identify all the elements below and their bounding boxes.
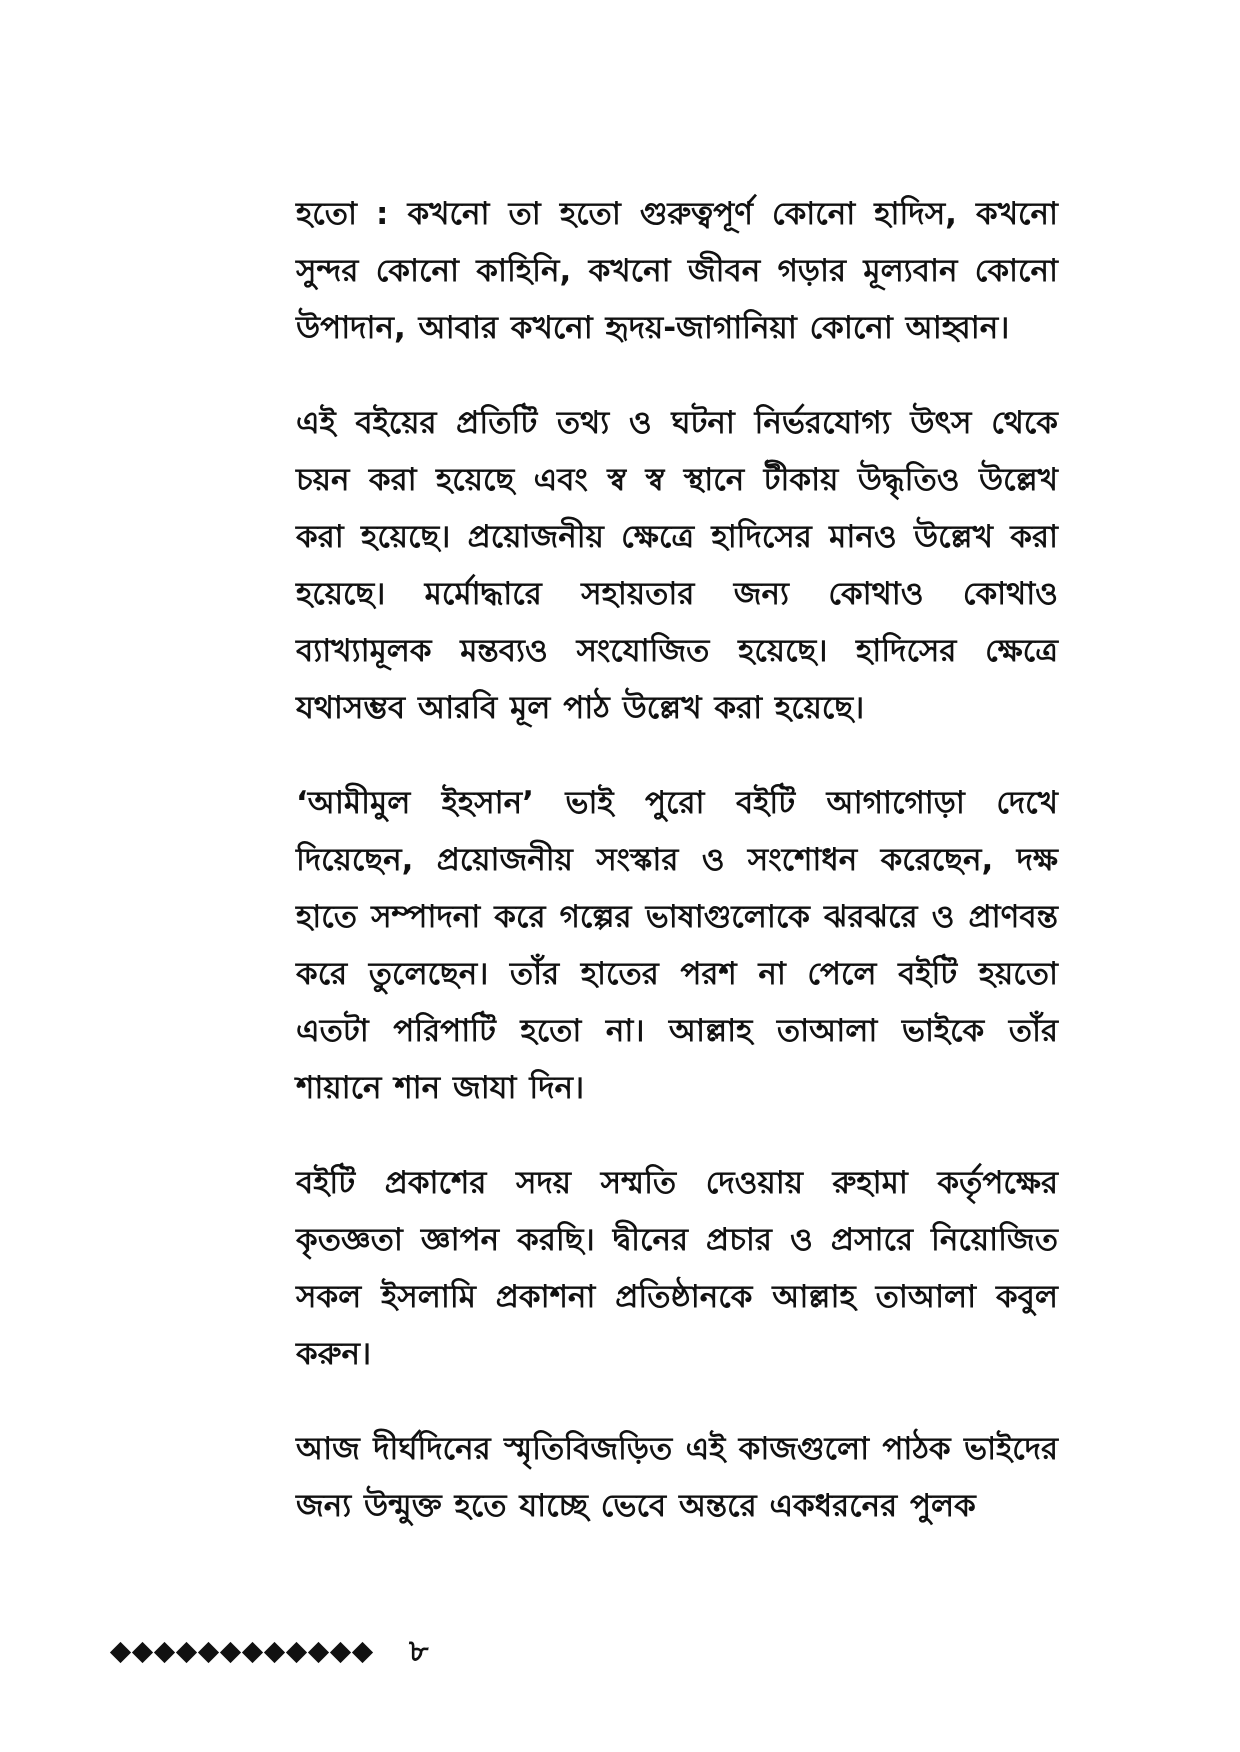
diamond-icon: [110, 1641, 131, 1662]
paragraph-4: বইটি প্রকাশের সদয় সম্মতি দেওয়ায় রুহামা কর্তৃপক্ষের কৃতজ্ঞতা জ্ঞাপন করছি। দ্বীনের প্রচার ও প্রসারে নিয়োজিত সকল ইসলামি প্রকাশনা প্রতিষ্ঠানকে আল্লাহ তাআলা কবুল করুন।: [296, 1165, 1058, 1372]
diamond-row-icon: [110, 1645, 373, 1660]
diamond-icon: [286, 1641, 307, 1662]
paragraph-1: হতো : কখনো তা হতো গুরুত্বপূর্ণ কোনো হাদিস, কখনো সুন্দর কোনো কাহিনি, কখনো জীবন গড়ার মূল্যবান কোনো উপাদান, আবার কখনো হৃদয়-জাগানিয়া কোনো আহ্বান।: [296, 196, 1058, 346]
diamond-icon: [220, 1641, 241, 1662]
diamond-icon: [198, 1641, 219, 1662]
page-number: ৮: [409, 1634, 429, 1669]
paragraph-2: এই বইয়ের প্রতিটি তথ্য ও ঘটনা নির্ভরযোগ্য উৎস থেকে চয়ন করা হয়েছে এবং স্ব স্ব স্থানে টীকায় উদ্ধৃতিও উল্লেখ করা হয়েছে। প্রয়োজনীয় ক্ষেত্রে হাদিসের মানও উল্লেখ করা হয়েছে। মর্মোদ্ধারে সহায়তার জন্য কোথাও কোথাও ব্যাখ্যামূলক মন্তব্যও সংযোজিত হয়েছে। হাদিসের ক্ষেত্রে যথাসম্ভব আরবি মূল পাঠ উল্লেখ করা হয়েছে।: [296, 405, 1058, 726]
diamond-icon: [132, 1641, 153, 1662]
page-footer: [110, 1634, 429, 1669]
diamond-icon: [264, 1641, 285, 1662]
paragraph-5: আজ দীর্ঘদিনের স্মৃতিবিজড়িত এই কাজগুলো পাঠক ভাইদের জন্য উন্মুক্ত হতে যাচ্ছে ভেবে অন্তরে একধরনের পুলক: [296, 1431, 1058, 1524]
diamond-icon: [352, 1641, 373, 1662]
diamond-icon: [308, 1641, 329, 1662]
page-body: [296, 186, 1058, 1573]
diamond-icon: [154, 1641, 175, 1662]
diamond-icon: [242, 1641, 263, 1662]
paragraph-3: ‘আমীমুল ইহসান’ ভাই পুরো বইটি আগাগোড়া দেখে দিয়েছেন, প্রয়োজনীয় সংস্কার ও সংশোধন করেছেন, দক্ষ হাতে সম্পাদনা করে গল্পের ভাষাগুলোকে ঝরঝরে ও প্রাণবন্ত করে তুলেছেন। তাঁর হাতের পরশ না পেলে বইটি হয়তো এতটা পরিপাটি হতো না। আল্লাহ তাআলা ভাইকে তাঁর শায়ানে শান জাযা দিন।: [296, 785, 1058, 1106]
diamond-icon: [176, 1641, 197, 1662]
diamond-icon: [330, 1641, 351, 1662]
